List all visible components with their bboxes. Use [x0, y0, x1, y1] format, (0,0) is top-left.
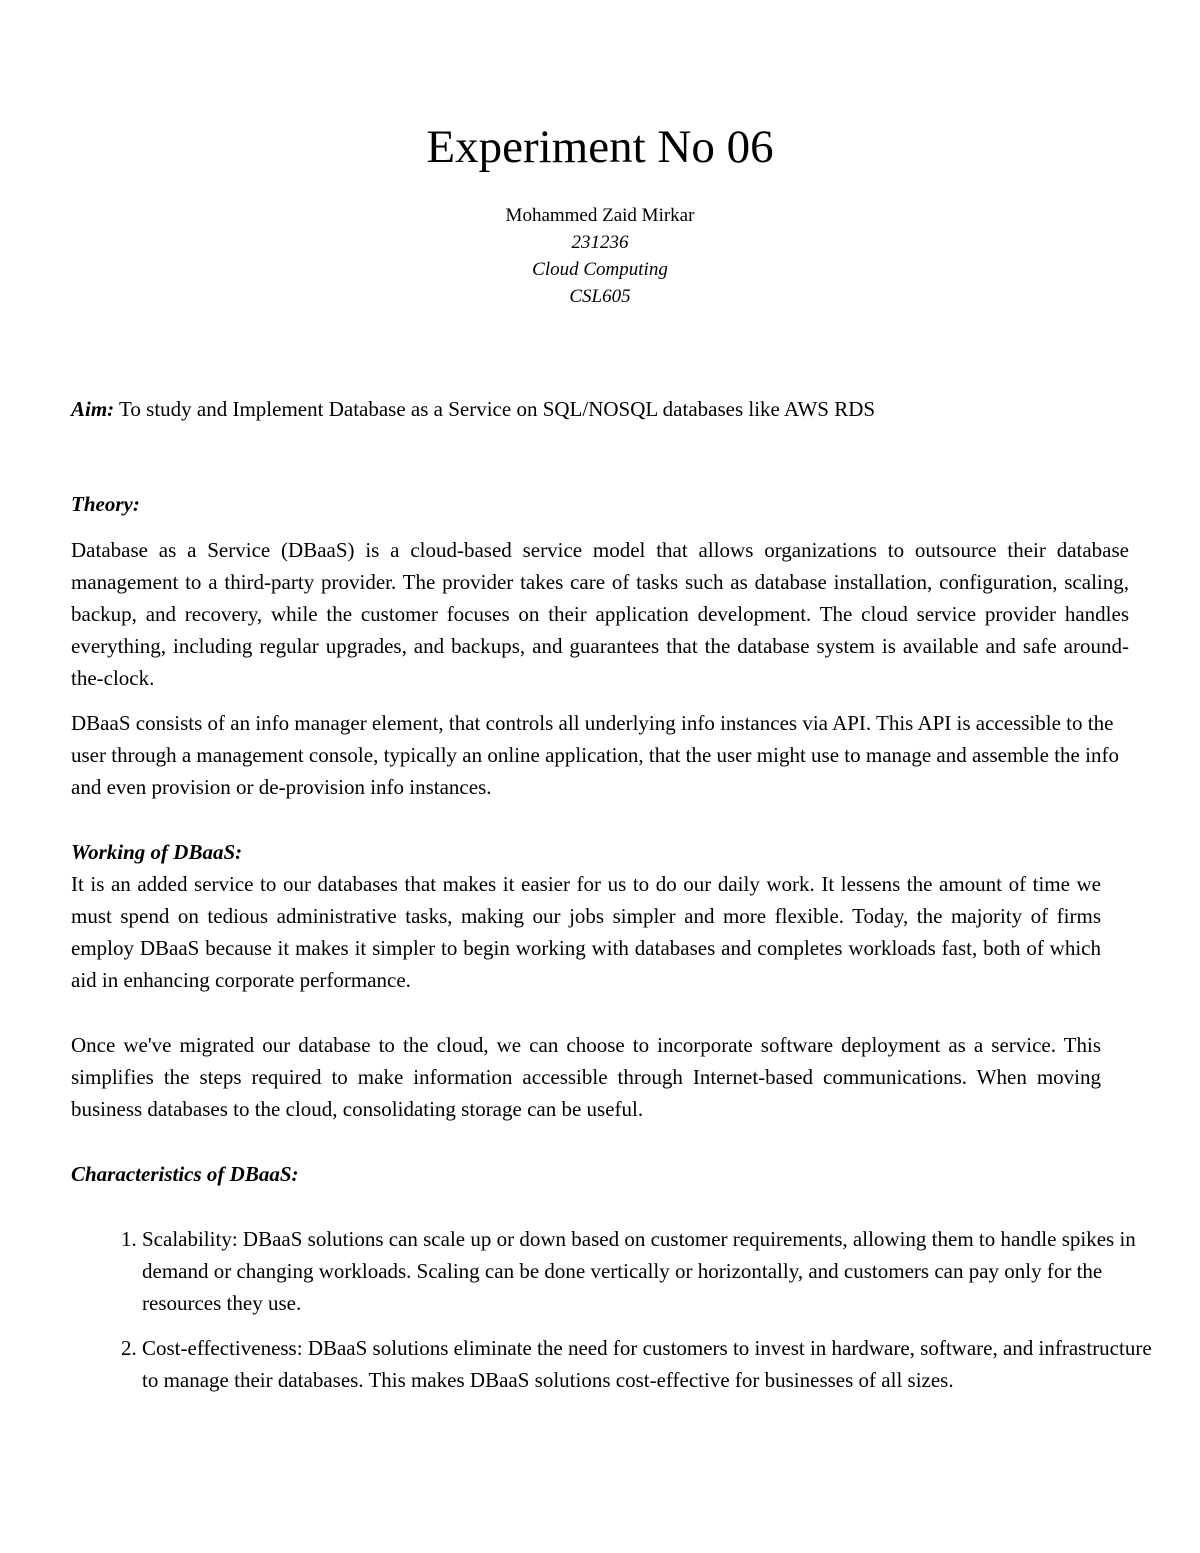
list-item: 2. Cost-effectiveness: DBaaS solutions eliminate the need for customers to invest in hardware, software, and infrastructure to manage their databases. This makes DBaaS solutions cost-effective for businesses of all sizes.	[142, 1332, 1172, 1396]
author-name: Mohammed Zaid Mirkar	[505, 205, 695, 226]
aim-label: Aim:	[71, 397, 115, 421]
working-paragraph-1: It is an added service to our databases that makes it easier for us to do our daily work. It lessens the amount of time we must spend on tedious administrative tasks, making our jobs simpler and more flexible. Today, the majority of firms employ DBaaS because it makes it simpler to begin working with databases and completes workloads fast, both of which aid in enhancing corporate performance.	[71, 872, 1101, 992]
author-block	[0, 202, 1200, 310]
working-paragraph-2: Once we've migrated our database to the cloud, we can choose to incorporate software deployment as a service. This simplifies the steps required to make information accessible through Internet-based communications. When moving business databases to the cloud, consolidating storage can be useful.	[71, 1033, 1101, 1121]
roll-number: 231236	[571, 232, 629, 253]
document-title: Experiment No 06	[426, 121, 774, 173]
aim-paragraph	[71, 393, 1129, 425]
theory-heading: Theory:	[71, 492, 140, 516]
list-item: 1. Scalability: DBaaS solutions can scale up or down based on customer requirements, allowing them to handle spikes in demand or changing workloads. Scaling can be done vertically or horizontally, and customers can pay only for the resources they use.	[142, 1223, 1172, 1319]
working-heading: Working of DBaaS:	[71, 840, 243, 864]
theory-paragraph-1: Database as a Service (DBaaS) is a cloud-based service model that allows organizations to outsource their database management to a third-party provider. The provider takes care of tasks such as database installation, configuration, scaling, backup, and recovery, while the customer focuses on their application development. The cloud service provider handles everything, including regular upgrades, and backups, and guarantees that the database system is available and safe around-the-clock.	[71, 538, 1129, 690]
theory-paragraph-2: DBaaS consists of an info manager element, that controls all underlying info instances via API. This API is accessible to the user through a management console, typically an online application, that the user might use to manage and assemble the info and even provision or de-provision info instances.	[71, 711, 1119, 799]
characteristics-list	[71, 1223, 1172, 1409]
characteristics-heading: Characteristics of DBaaS:	[71, 1162, 299, 1186]
aim-text: To study and Implement Database as a Service on SQL/NOSQL databases like AWS RDS	[114, 397, 876, 421]
course-code: CSL605	[569, 286, 631, 307]
subject-name: Cloud Computing	[532, 259, 668, 280]
